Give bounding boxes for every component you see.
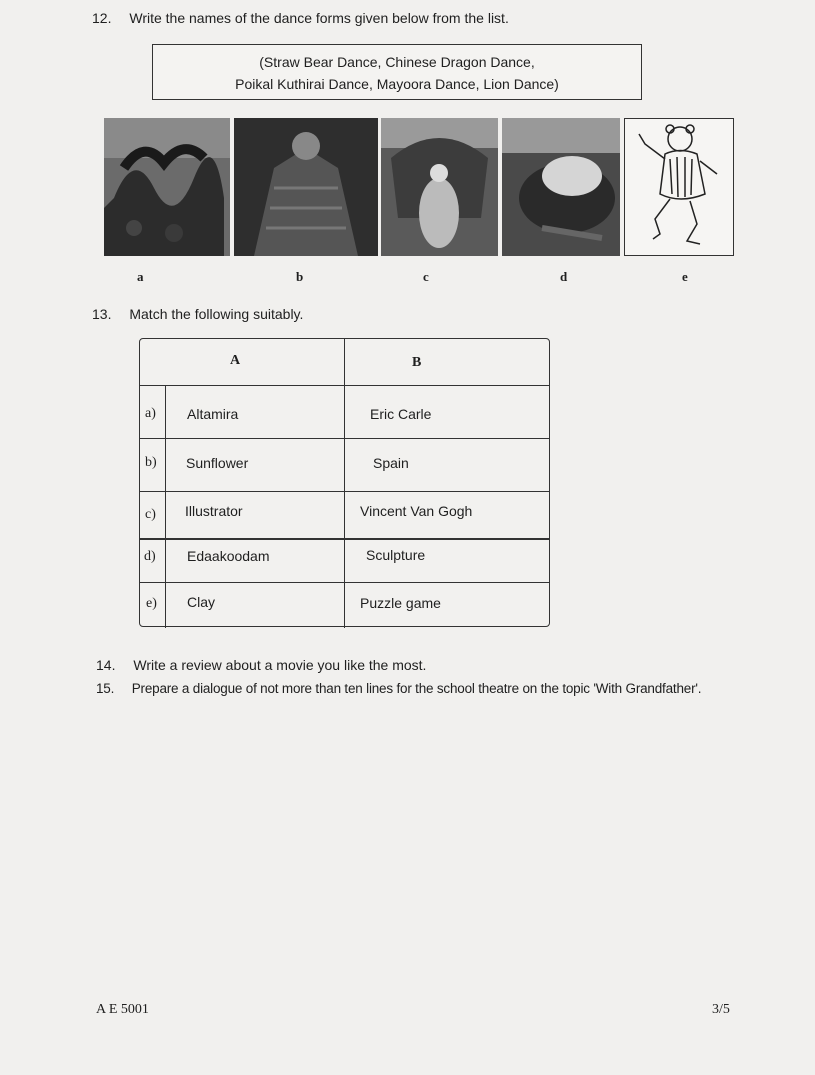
column-a-item: Altamira	[187, 406, 239, 422]
row-letter: c)	[145, 507, 156, 522]
question-text: Prepare a dialogue of not more than ten lines for the school theatre on the topic 'With Grandfather'.	[131, 681, 702, 696]
word-list-line-1: (Straw Bear Dance, Chinese Dragon Dance,	[259, 54, 535, 70]
paper-code: A E 5001	[96, 1002, 149, 1017]
question-number: 15.	[96, 681, 115, 696]
column-b-item: Sculpture	[366, 547, 426, 563]
dance-forms-list-box	[152, 44, 642, 100]
lion-dance-image	[502, 118, 620, 256]
column-b-item: Eric Carle	[370, 406, 432, 422]
caption-d: d	[560, 269, 568, 284]
dance-photo-d	[502, 118, 620, 256]
column-a-header: A	[230, 353, 241, 368]
question-13	[92, 306, 303, 322]
question-number: 13.	[92, 306, 112, 322]
column-b-header: B	[412, 355, 422, 370]
question-number: 12.	[92, 10, 112, 26]
column-a-item: Sunflower	[186, 455, 249, 471]
question-12	[92, 10, 509, 26]
column-a-item: Clay	[187, 594, 216, 610]
question-number: 14.	[96, 657, 116, 673]
row-letter: d)	[144, 549, 156, 564]
dance-photo-a	[104, 118, 230, 256]
column-b-item: Puzzle game	[360, 595, 441, 611]
caption-a: a	[137, 269, 144, 284]
dance-photo-e	[624, 118, 734, 256]
straw-bear-dance-image	[234, 118, 378, 256]
caption-c: c	[423, 269, 429, 284]
column-b-item: Spain	[373, 455, 409, 471]
column-a-item: Illustrator	[185, 503, 243, 519]
column-b-item: Vincent Van Gogh	[360, 503, 473, 519]
row-letter: b)	[145, 455, 157, 470]
dance-photo-c	[381, 118, 498, 256]
question-text: Write a review about a movie you like the most.	[133, 657, 427, 673]
column-divider	[344, 339, 345, 628]
caption-b: b	[296, 269, 304, 284]
column-a-item: Edaakoodam	[187, 548, 270, 564]
poikal-kuthirai-bear-drawing	[625, 119, 732, 254]
mayoora-dance-image	[381, 118, 498, 256]
question-text: Match the following suitably.	[129, 306, 304, 322]
question-text: Write the names of the dance forms given below from the list.	[129, 10, 509, 26]
letter-column-divider	[165, 385, 166, 628]
dance-photo-b	[234, 118, 378, 256]
page-number: 3/5	[712, 1002, 730, 1017]
row-letter: a)	[145, 406, 156, 421]
dragon-dance-image	[104, 118, 230, 256]
question-14	[96, 657, 426, 673]
caption-e: e	[682, 269, 688, 284]
row-letter: e)	[146, 596, 157, 611]
question-15	[96, 681, 701, 696]
match-table	[139, 338, 550, 627]
word-list-line-2: Poikal Kuthirai Dance, Mayoora Dance, Lion Dance)	[235, 76, 559, 92]
